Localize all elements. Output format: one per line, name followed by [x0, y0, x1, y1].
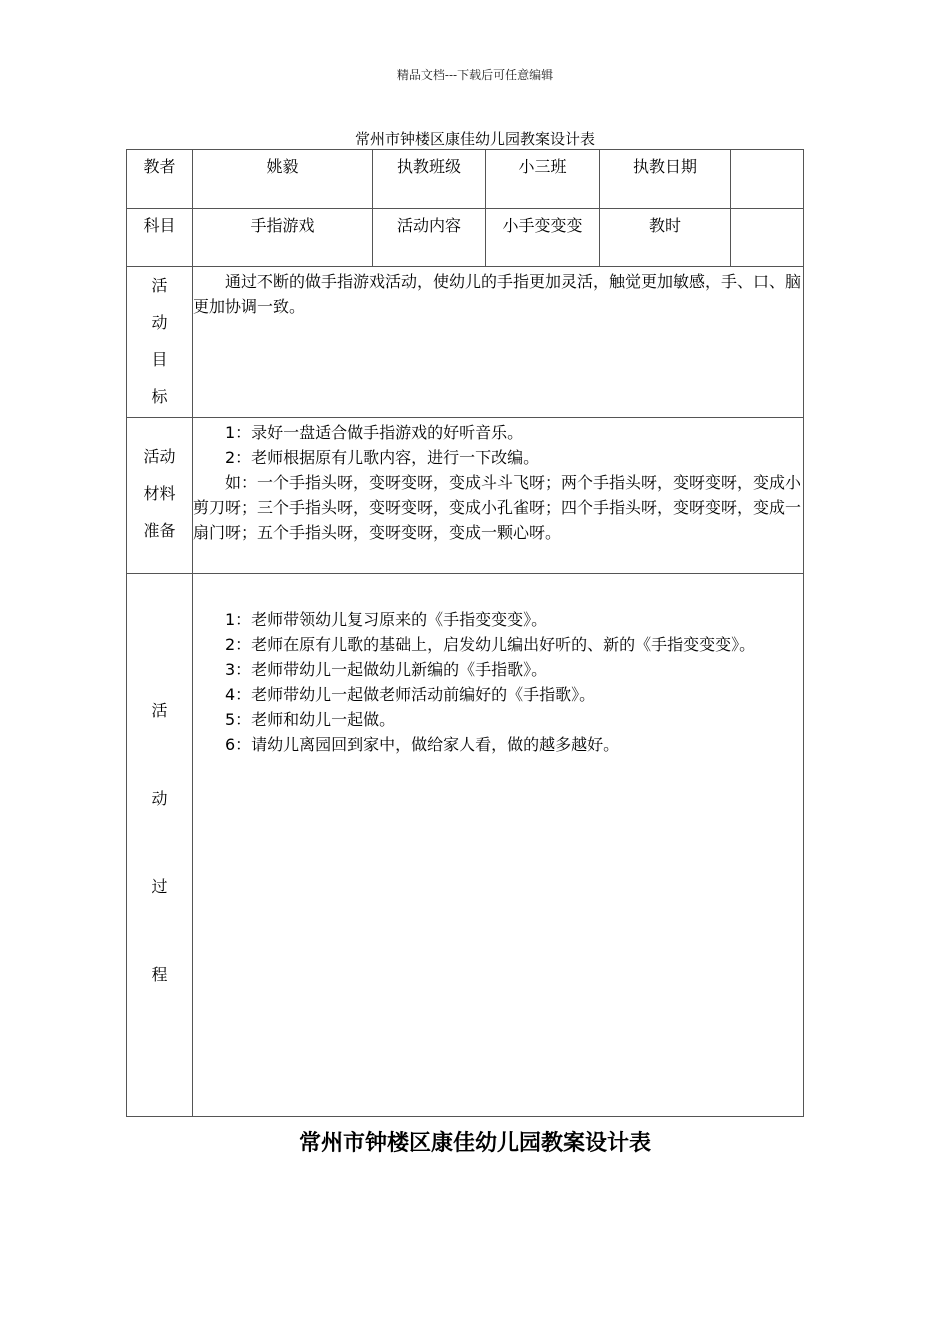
- materials-item: 1：录好一盘适合做手指游戏的好听音乐。: [225, 423, 524, 442]
- materials-label-char: 活动: [143, 447, 176, 466]
- goal-label-char: 活: [151, 276, 168, 295]
- process-label-char: 程: [151, 965, 168, 984]
- date-value: [731, 150, 804, 209]
- table-title: 常州市钟楼区康佳幼儿园教案设计表: [354, 130, 595, 148]
- class-label: 执教班级: [373, 150, 486, 209]
- materials-label-char: 材料: [143, 484, 176, 503]
- process-label-char: 过: [151, 877, 168, 896]
- hours-label: 教时: [600, 209, 731, 267]
- materials-label-char: 准备: [143, 521, 176, 540]
- materials-label: [127, 418, 193, 574]
- process-item: 6：请幼儿离园回到家中，做给家人看，做的越多越好。: [225, 735, 620, 754]
- process-item: 5：老师和幼儿一起做。: [225, 710, 396, 729]
- goal-label-char: 标: [151, 387, 168, 406]
- hours-value: [731, 209, 804, 267]
- table-row: [127, 574, 804, 1117]
- content-value: 小手变变变: [486, 209, 600, 267]
- process-item: 2：老师在原有儿歌的基础上，启发幼儿编出好听的、新的《手指变变变》。: [225, 635, 756, 654]
- teacher-value: 姚毅: [193, 150, 373, 209]
- header-note: 精品文档---下载后可任意编辑: [396, 68, 554, 82]
- goal-label: [127, 267, 193, 418]
- process-item: 4：老师带幼儿一起做老师活动前编好的《手指歌》。: [225, 685, 596, 704]
- materials-item: 2：老师根据原有儿歌内容，进行一下改编。: [225, 448, 540, 467]
- class-value: 小三班: [486, 150, 600, 209]
- goal-content: [193, 267, 804, 418]
- table-row: [127, 267, 804, 418]
- materials-item: 如：一个手指头呀，变呀变呀，变成斗斗飞呀；两个手指头呀，变呀变呀，变成小剪刀呀；三个手指头呀，变呀变呀，变成小孔雀呀；四个手指头呀，变呀变呀，变成一扇门呀；五个手指头呀，变呀变呀，变成一颗心呀。: [193, 473, 802, 542]
- date-label: 执教日期: [600, 150, 731, 209]
- footer-title: 常州市钟楼区康佳幼儿园教案设计表: [298, 1131, 651, 1156]
- goal-label-char: 目: [151, 350, 168, 369]
- materials-content: [193, 418, 804, 574]
- table-row: [127, 209, 804, 267]
- goal-label-char: 动: [151, 313, 168, 332]
- goal-text: 通过不断的做手指游戏活动，使幼儿的手指更加灵活，触觉更加敏感，手、口、脑更加协调一致。: [193, 272, 802, 316]
- process-label: [127, 574, 193, 1117]
- content-label: 活动内容: [373, 209, 486, 267]
- lesson-plan-table: [126, 149, 804, 1117]
- process-item: 3：老师带幼儿一起做幼儿新编的《手指歌》。: [225, 660, 548, 679]
- subject-value: 手指游戏: [193, 209, 373, 267]
- process-label-char: 活: [151, 701, 168, 720]
- process-content: [193, 574, 804, 1117]
- process-label-char: 动: [151, 789, 168, 808]
- subject-label: 科目: [127, 209, 193, 267]
- process-item: 1：老师带领幼儿复习原来的《手指变变变》。: [225, 610, 548, 629]
- table-row: [127, 150, 804, 209]
- teacher-label: 教者: [127, 150, 193, 209]
- table-row: [127, 418, 804, 574]
